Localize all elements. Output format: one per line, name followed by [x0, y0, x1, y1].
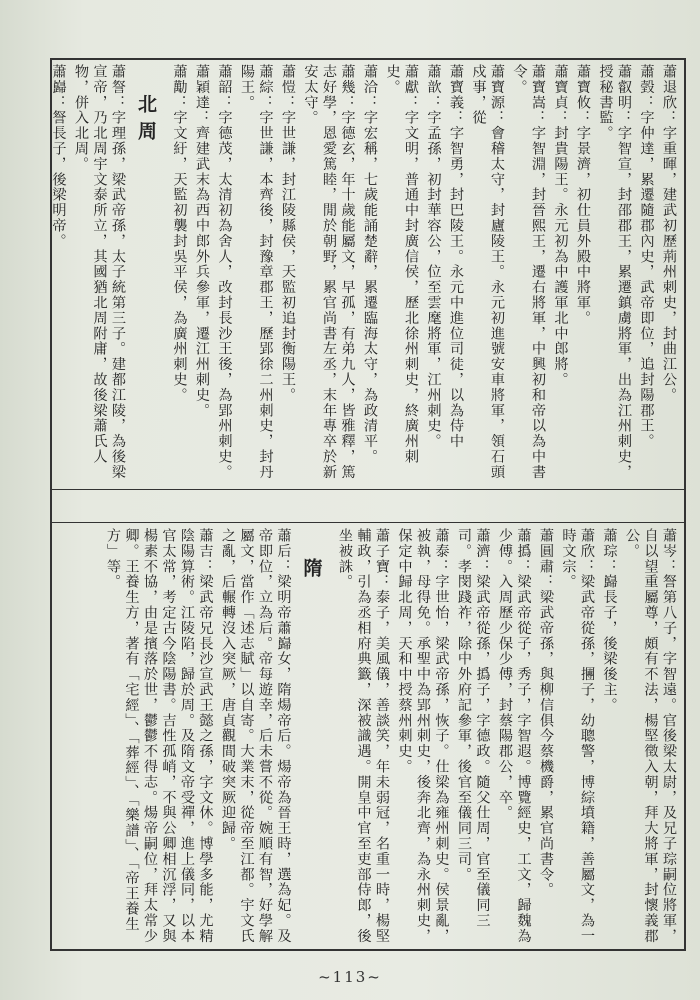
entry: 蕭獻：字文明，普通中封廣信侯，歷北徐州刺史，終廣州刺史。: [384, 64, 419, 465]
entry: 蕭寶義：字智勇，封巴陵王。永元中進位司徒，以為侍中: [448, 64, 464, 449]
entry: 蕭寶源：會稽太守，封廬陵王。永元初進號安車將軍，領石頭戍事，從: [470, 64, 505, 480]
entry: 蕭愷：字世謙，封江陵縣侯，天監初追封衡陽王。: [280, 64, 296, 403]
entry: 蕭寶攸：字景濟，初仕員外殿中將軍。: [575, 64, 591, 326]
page-frame: [50, 58, 686, 951]
dynasty-heading: 北周: [135, 94, 157, 148]
entry: 蕭濟：梁武帝從孫，撝子，字德政。隨父仕周，官至儀同三司。孝閔踐祚，除中外府記參軍，後官至儀同三司。: [456, 528, 491, 929]
entry: 蕭欣：梁武帝從孫，㩛子，幼聰警，博綜墳籍，善屬文，為一時文宗。: [560, 528, 595, 944]
entry: 蕭泰：字世怡，梁武帝孫，恢子。仕梁為雍州刺史。侯景亂，被執，母得免。承聖中為郢州刺史，後奔北齊，為永州刺史，保定中歸北周，天和中授蔡州刺史。: [396, 528, 450, 944]
entry: 蕭巋：詧長子，後梁明帝。: [50, 64, 67, 249]
entry: 蕭詧：字理孫，梁武帝孫，太子統第三子。建都江陵，為後梁宣帝，乃北周宇文泰所立，其國猶北周附庸，故後梁蕭氏人物，併入北周。: [73, 64, 126, 480]
entry: 蕭穎達：齊建武末為西中郎外兵參軍，遷江州刺史。: [194, 64, 210, 419]
entry: 蕭子寶：泰子，美風儀，善談笑，年未弱冠，名重一時，楊堅輔政，引為丞相府典籤，深被識遇。開皇中官至吏部侍郎，後坐被誅。: [337, 528, 390, 944]
section-divider: [52, 489, 684, 490]
entry: 蕭寶貞：封貴陽王。永元初為中護軍北中郎將。: [552, 64, 569, 388]
entry: 蕭洽：字宏稱，七歲能誦楚辭，累遷臨海太守，為政清平。: [362, 64, 378, 465]
entry: 蕭瑴：字仲達，累遷隨郡內史，武帝即位，追封陽郡王。: [638, 64, 655, 449]
entry: 蕭歆：字孟孫，初封華容公，位至雲麾將軍，江州刺史。: [425, 64, 442, 449]
entry: 蕭勱：字文紆，天監初襲封吳平侯，為廣州刺史。: [171, 64, 188, 403]
entry: 蕭琮：巋長子，後梁後主。: [601, 528, 618, 713]
entry: 蕭岑：詧第八子，字智遠。官後梁太尉，及兄子琮嗣位將軍，自以望重屬尊，頗有不法，楊堅徵入朝，拜大將軍，封懷義郡公。: [624, 528, 677, 944]
section-liang-entries: [50, 64, 678, 484]
entry: 蕭叡明：字智宣，封邵郡王，累遷鎮虜將軍，出為江州刺史，授秘書監。: [597, 64, 632, 480]
entry: 蕭圓肅：梁武帝孫，與柳信俱今蔡機爵，累官尚書令。: [538, 528, 554, 898]
entry: 蕭后：梁明帝蕭巋女，隋煬帝后。煬帝為晉王時，選為妃。及帝即位，立為后。帝每遊幸，后未嘗不從。婉順有智，好學解屬文，當作「述志賦」以自寄。大業末，從帝至江都。宇文氏之亂，后輾轉沒入突厥，唐貞觀間破突厥迎歸。: [220, 528, 292, 944]
entry: 蕭撝：梁武帝從子，秀子，字智遐。博覽經史，工文，歸魏為少傅。入周歷少保少傅，封蔡陽郡公，卒。: [497, 528, 532, 944]
entry: 蕭綜：字世謙，本齊後，封豫章郡王，歷郢徐二州刺史，封丹陽王。: [239, 64, 274, 480]
section-zhou-sui-entries: [58, 528, 678, 946]
entry: 蕭幾：字德玄，年十歲能屬文，早孤，有弟九人，皆雅釋，篤志好學，恩愛篤睦，閒於朝野，累官尚書左丞，末年專卒於新安太守。: [302, 64, 356, 480]
entry: 蕭吉：梁武帝兄長沙宣武王懿之孫，字文休。博學多能，尤精陰陽算術。江陵陷，歸於周。及隋文帝受禪，進上儀同，以本官太常，考定古今陰陽書。吉性孤峭，不與公卿相沉浮，又與楊素不協，由是擯落於世，鬱鬱不得志。煬帝嗣位，拜太常少卿。王養生方，著有「宅經」、「葬經」、「樂譜」、「帝王養生方」等。: [105, 528, 214, 944]
entry: 蕭退欣：字重暉，建武初歷荊州刺史，封曲江公。: [661, 64, 677, 403]
section-divider: [52, 522, 684, 523]
entry: 蕭韶：字德茂，太清初為舍人，改封長沙王後，為郢州刺史。: [216, 64, 233, 480]
page-number: ~113~: [318, 968, 382, 986]
entry: 蕭寶嵩：字智淵，封晉熙王，遷右將軍，中興初和帝以為中書令。: [511, 64, 546, 480]
dynasty-heading: 隋: [300, 558, 323, 585]
